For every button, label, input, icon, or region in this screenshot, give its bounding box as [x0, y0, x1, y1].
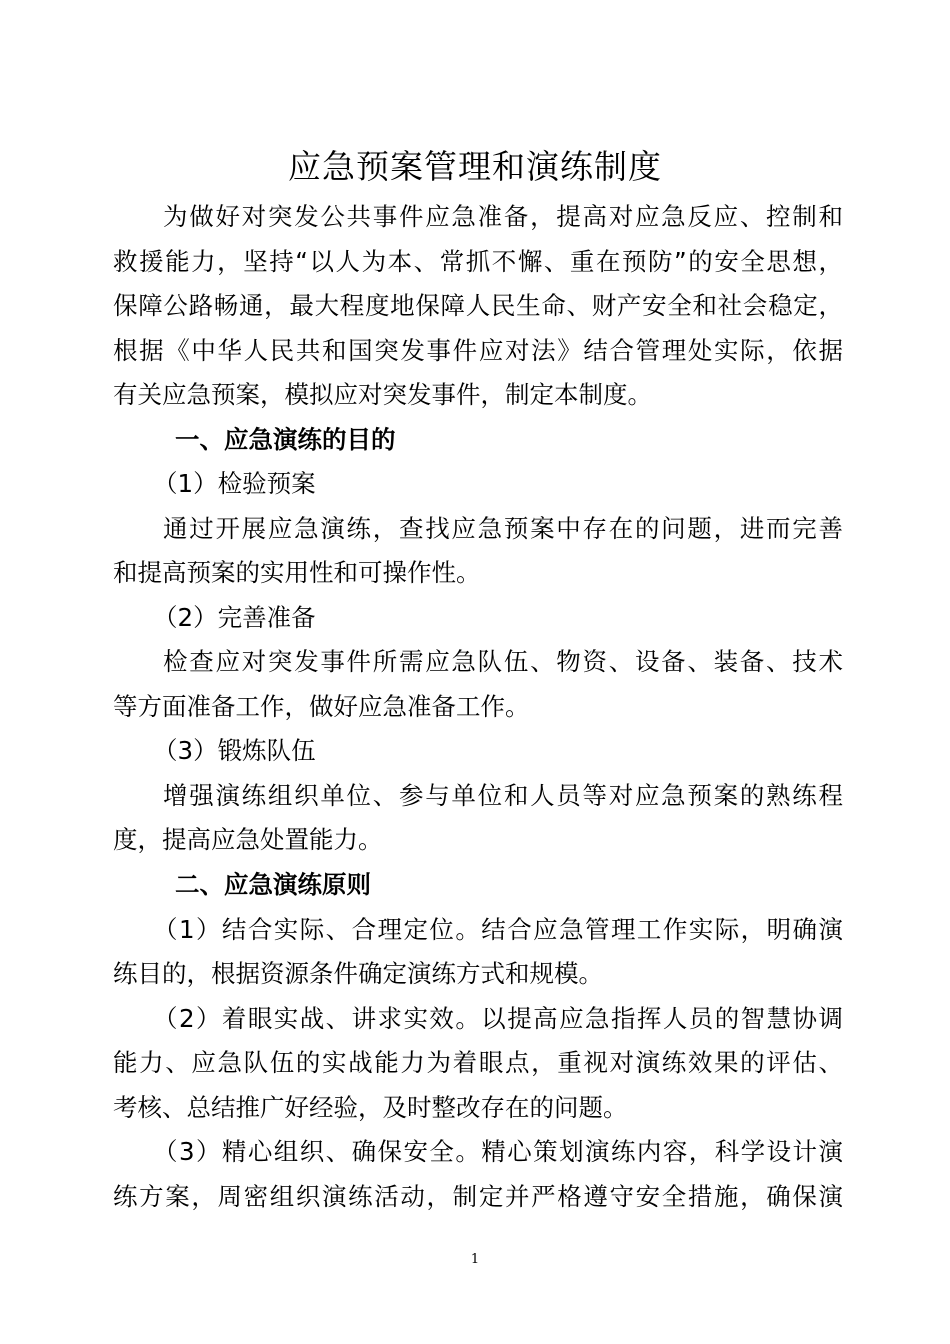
- subsection-heading: （3）锻炼队伍: [153, 736, 316, 765]
- paragraph-line: 度，提高应急处置能力。: [113, 825, 383, 854]
- paragraph-line: 增强演练组织单位、参与单位和人员等对应急预案的熟练程: [163, 781, 843, 810]
- paragraph-line: （2）着眼实战、讲求实效。以提高应急指挥人员的智慧协调: [153, 1004, 843, 1033]
- document-title: 应急预案管理和演练制度: [288, 147, 662, 186]
- paragraph-line: 通过开展应急演练，查找应急预案中存在的问题，进而完善: [163, 514, 843, 543]
- paragraph-line: 和提高预案的实用性和可操作性。: [113, 558, 481, 587]
- paragraph-line: 保障公路畅通，最大程度地保障人民生命、财产安全和社会稳定，: [113, 291, 843, 320]
- paragraph-line: 能力、应急队伍的实战能力为着眼点，重视对演练效果的评估、: [113, 1048, 843, 1077]
- paragraph-line: 有关应急预案，模拟应对突发事件，制定本制度。: [113, 380, 652, 409]
- paragraph-line: 救援能力，坚持“以人为本、常抓不懈、重在预防”的安全思想，: [113, 247, 843, 276]
- paragraph-line: 为做好对突发公共事件应急准备，提高对应急反应、控制和: [163, 202, 843, 231]
- page-number: 1: [470, 1252, 480, 1267]
- paragraph-line: 考核、总结推广好经验，及时整改存在的问题。: [113, 1093, 628, 1122]
- paragraph-line: 练目的，根据资源条件确定演练方式和规模。: [113, 959, 603, 988]
- paragraph-line: 检查应对突发事件所需应急队伍、物资、设备、装备、技术: [163, 647, 843, 676]
- subsection-heading: （1）检验预案: [153, 469, 316, 498]
- paragraph-line: 练方案，周密组织演练活动，制定并严格遵守安全措施，确保演: [113, 1182, 843, 1211]
- paragraph-line: 根据《中华人民共和国突发事件应对法》结合管理处实际，依据: [113, 336, 843, 365]
- paragraph-line: 等方面准备工作，做好应急准备工作。: [113, 692, 530, 721]
- section-heading: 一、应急演练的目的: [175, 425, 396, 454]
- paragraph-line: （1）结合实际、合理定位。结合应急管理工作实际，明确演: [153, 915, 843, 944]
- section-heading: 二、应急演练原则: [175, 870, 371, 899]
- subsection-heading: （2）完善准备: [153, 603, 316, 632]
- paragraph-line: （3）精心组织、确保安全。精心策划演练内容，科学设计演: [153, 1137, 843, 1166]
